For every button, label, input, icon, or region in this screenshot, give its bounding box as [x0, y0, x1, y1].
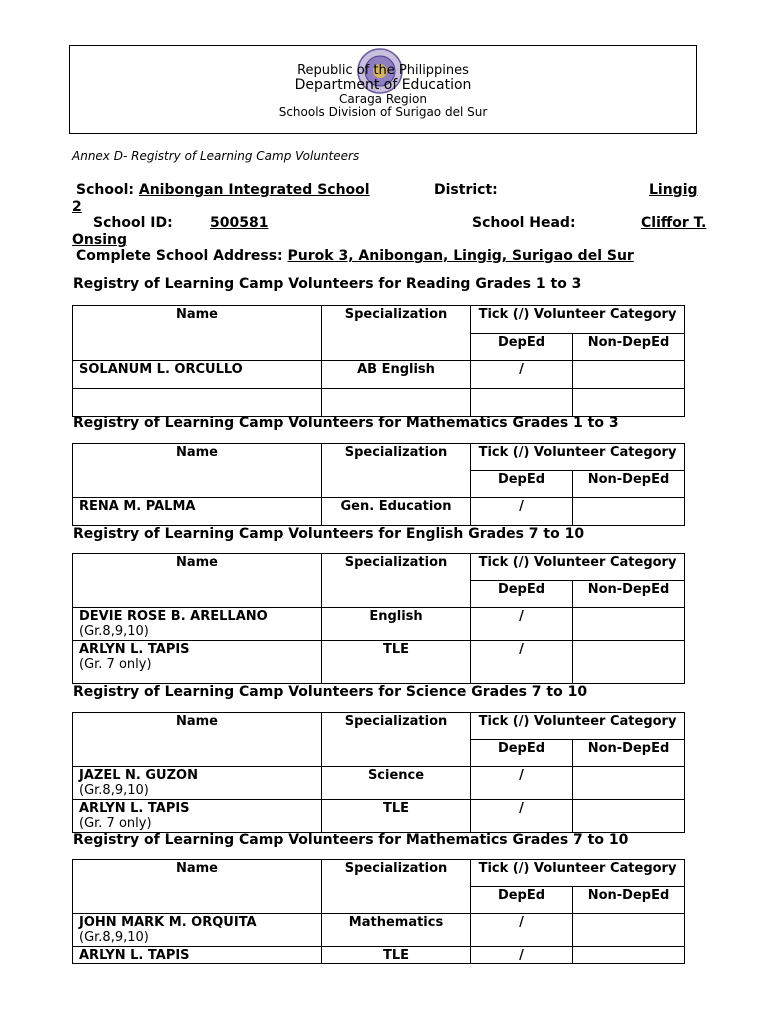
- col-deped: DepEd: [471, 740, 573, 767]
- letterhead: [69, 45, 697, 134]
- col-nondeped: Non-DepEd: [573, 581, 685, 608]
- nondeped-tick: [573, 389, 685, 417]
- col-specialization: Specialization: [322, 444, 471, 498]
- volunteer-specialization: Mathematics: [322, 914, 471, 947]
- table-row: [73, 947, 685, 964]
- school-line: [76, 182, 370, 198]
- school-value: Anibongan Integrated School: [138, 182, 370, 198]
- school-head-value-cont: Onsing: [72, 232, 127, 248]
- section-title-reading-1-3: Registry of Learning Camp Volunteers for Reading Grades 1 to 3: [73, 276, 582, 292]
- school-head-label: School Head:: [472, 215, 576, 231]
- col-category: Tick (/) Volunteer Category: [471, 444, 685, 471]
- grade-note: (Gr.8,9,10): [79, 624, 149, 639]
- col-nondeped: Non-DepEd: [573, 887, 685, 914]
- deped-tick: /: [471, 498, 573, 526]
- volunteer-name: SOLANUM L. ORCULLO: [73, 361, 322, 389]
- deped-tick: /: [471, 608, 573, 641]
- header-department: Department of Education: [294, 77, 472, 93]
- grade-note: (Gr. 7 only): [79, 657, 152, 672]
- nondeped-tick: [573, 914, 685, 947]
- annex-title: Annex D- Registry of Learning Camp Volunteers: [72, 149, 360, 163]
- col-nondeped: Non-DepEd: [573, 740, 685, 767]
- nondeped-tick: [573, 800, 685, 833]
- col-specialization: Specialization: [322, 554, 471, 608]
- volunteer-name: ARLYN L. TAPIS (Gr. 7 only): [73, 641, 322, 684]
- volunteer-specialization: Gen. Education: [322, 498, 471, 526]
- address-line: [76, 248, 634, 264]
- section-title-science-7-10: Registry of Learning Camp Volunteers for Science Grades 7 to 10: [73, 684, 588, 700]
- nondeped-tick: [573, 361, 685, 389]
- nondeped-tick: [573, 947, 685, 964]
- volunteer-specialization: TLE: [322, 947, 471, 964]
- registry-table-math-1-3: [72, 443, 685, 526]
- district-value-cont: 2: [72, 199, 82, 215]
- table-row: [73, 608, 685, 641]
- col-category: Tick (/) Volunteer Category: [471, 306, 685, 334]
- col-nondeped: Non-DepEd: [573, 333, 685, 361]
- volunteer-name: RENA M. PALMA: [73, 498, 322, 526]
- deped-tick: /: [471, 767, 573, 800]
- col-deped: DepEd: [471, 471, 573, 498]
- school-head-value: Cliffor T.: [641, 215, 707, 231]
- col-category: Tick (/) Volunteer Category: [471, 554, 685, 581]
- volunteer-specialization: Science: [322, 767, 471, 800]
- volunteer-name: DEVIE ROSE B. ARELLANO (Gr.8,9,10): [73, 608, 322, 641]
- nondeped-tick: [573, 608, 685, 641]
- grade-note: (Gr.8,9,10): [79, 930, 149, 945]
- col-deped: DepEd: [471, 887, 573, 914]
- col-specialization: Specialization: [322, 306, 471, 361]
- deped-tick: /: [471, 361, 573, 389]
- table-row: [73, 498, 685, 526]
- deped-tick: /: [471, 947, 573, 964]
- volunteer-specialization: English: [322, 608, 471, 641]
- district-label: District:: [434, 182, 498, 198]
- volunteer-specialization: TLE: [322, 641, 471, 684]
- col-deped: DepEd: [471, 581, 573, 608]
- header-region: Caraga Region: [339, 92, 427, 106]
- header-republic: Republic of the Philippines: [297, 63, 469, 78]
- volunteer-name: JOHN MARK M. ORQUITA (Gr.8,9,10): [73, 914, 322, 947]
- col-deped: DepEd: [471, 333, 573, 361]
- col-specialization: Specialization: [322, 860, 471, 914]
- school-label: School:: [76, 182, 134, 198]
- col-nondeped: Non-DepEd: [573, 471, 685, 498]
- school-id-value: 500581: [210, 215, 269, 231]
- nondeped-tick: [573, 641, 685, 684]
- table-row: [73, 389, 685, 417]
- section-title-math-7-10: Registry of Learning Camp Volunteers for Mathematics Grades 7 to 10: [73, 832, 629, 848]
- table-row: [73, 914, 685, 947]
- address-value: Purok 3, Anibongan, Lingig, Surigao del Sur: [287, 248, 634, 264]
- grade-note: (Gr. 7 only): [79, 816, 152, 831]
- school-id-label: School ID:: [93, 215, 173, 231]
- col-category: Tick (/) Volunteer Category: [471, 860, 685, 887]
- col-specialization: Specialization: [322, 713, 471, 767]
- col-name: Name: [73, 713, 322, 767]
- nondeped-tick: [573, 498, 685, 526]
- grade-note: (Gr.8,9,10): [79, 783, 149, 798]
- deped-tick: [471, 389, 573, 417]
- volunteer-specialization: TLE: [322, 800, 471, 833]
- col-name: Name: [73, 306, 322, 361]
- table-row: [73, 767, 685, 800]
- table-row: [73, 800, 685, 833]
- registry-table-science-7-10: [72, 712, 685, 833]
- address-label: Complete School Address:: [76, 248, 283, 264]
- col-name: Name: [73, 860, 322, 914]
- registry-table-math-7-10: [72, 859, 685, 964]
- volunteer-name: ARLYN L. TAPIS: [73, 947, 322, 964]
- section-title-english-7-10: Registry of Learning Camp Volunteers for English Grades 7 to 10: [73, 526, 585, 542]
- volunteer-name: ARLYN L. TAPIS (Gr. 7 only): [73, 800, 322, 833]
- deped-tick: /: [471, 641, 573, 684]
- col-category: Tick (/) Volunteer Category: [471, 713, 685, 740]
- deped-tick: /: [471, 800, 573, 833]
- volunteer-specialization: AB English: [322, 361, 471, 389]
- volunteer-name: JAZEL N. GUZON (Gr.8,9,10): [73, 767, 322, 800]
- deped-tick: /: [471, 914, 573, 947]
- col-name: Name: [73, 444, 322, 498]
- registry-table-english-7-10: [72, 553, 685, 684]
- section-title-math-1-3: Registry of Learning Camp Volunteers for Mathematics Grades 1 to 3: [73, 415, 619, 431]
- table-row: [73, 361, 685, 389]
- volunteer-name: [73, 389, 322, 417]
- nondeped-tick: [573, 767, 685, 800]
- col-name: Name: [73, 554, 322, 608]
- volunteer-specialization: [322, 389, 471, 417]
- registry-table-reading-1-3: [72, 305, 685, 417]
- header-division: Schools Division of Surigao del Sur: [278, 105, 488, 119]
- table-row: [73, 641, 685, 684]
- district-value: Lingig: [649, 182, 698, 198]
